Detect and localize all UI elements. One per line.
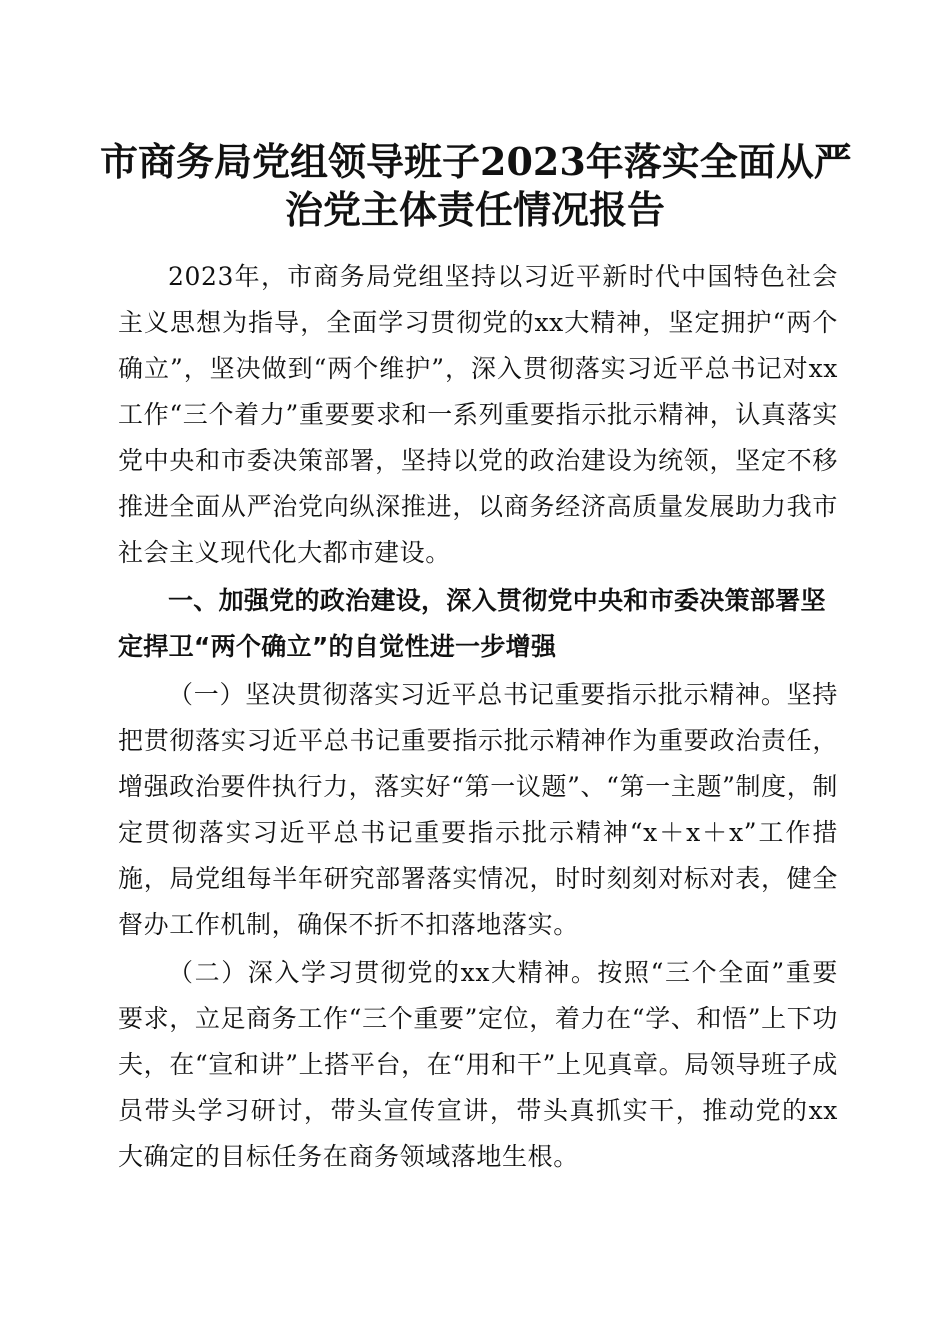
document-body xyxy=(118,254,838,1180)
intro-paragraph: 2023年，市商务局党组坚持以习近平新时代中国特色社会主义思想为指导，全面学习贯彻党的xx大精神，坚定拥护“两个确立”，坚决做到“两个维护”，深入贯彻落实习近平总书记对xx工作“三个着力”重要要求和一系列重要指示批示精神，认真落实党中央和市委决策部署，坚持以党的政治建设为统领，坚定不移推进全面从严治党向纵深推进，以商务经济高质量发展助力我市社会主义现代化大都市建设。 xyxy=(118,262,838,567)
document-title-line-2: 治党主体责任情况报告 xyxy=(284,187,665,232)
section-1-item-1: （一）坚决贯彻落实习近平总书记重要指示批示精神。坚持把贯彻落实习近平总书记重要指示批示精神作为重要政治责任，增强政治要件执行力，落实好“第一议题”、“第一主题”制度，制定贯彻落实习近平总书记重要指示批示精神“x＋x＋x”工作措施，局党组每半年研究部署落实情况，时时刻刻对标对表，健全督办工作机制，确保不折不扣落地落实。 xyxy=(118,680,838,939)
section-1-item-2: （二）深入学习贯彻党的xx大精神。按照“三个全面”重要要求，立足商务工作“三个重要”定位，着力在“学、和悟”上下功夫，在“宣和讲”上搭平台，在“用和干”上见真章。局领导班子成员带头学习研讨，带头宣传宣讲，带头真抓实干，推动党的xx大确定的目标任务在商务领域落地生根。 xyxy=(118,958,838,1171)
document-title-line-1: 市商务局党组领导班子2023年落实全面从严 xyxy=(100,139,852,184)
section-heading-1: 一、加强党的政治建设，深入贯彻党中央和市委决策部署坚定捍卫“两个确立”的自觉性进一步增强 xyxy=(118,586,826,661)
